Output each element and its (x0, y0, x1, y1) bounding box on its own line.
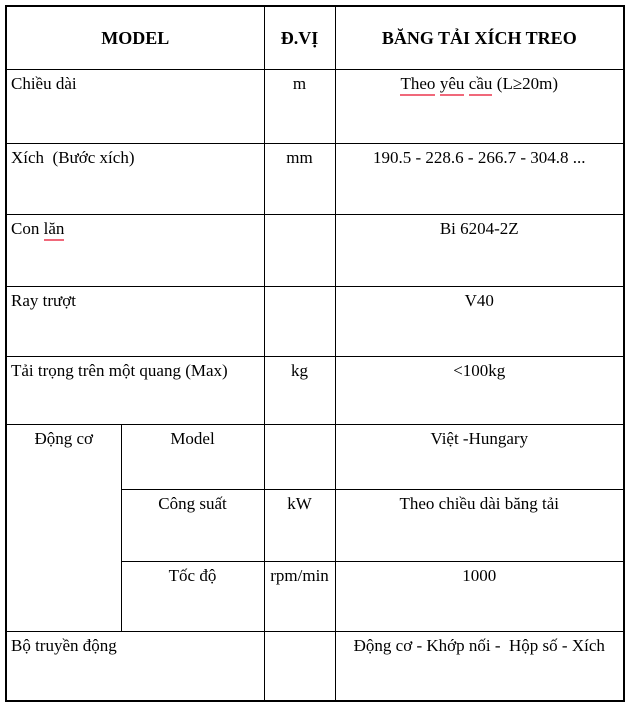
row-chieu-dai (6, 69, 624, 143)
bo-truyen-dong-label-cell: Bộ truyền động (6, 631, 264, 701)
xich-value-cell: 190.5 - 228.6 - 266.7 - 304.8 ... (335, 143, 624, 214)
row-xich (6, 143, 624, 214)
row-bo-truyen-dong (6, 631, 624, 701)
misspelled-word: yêu (440, 74, 465, 96)
cong-suat-unit-cell: kW (264, 489, 335, 561)
xich-unit-cell: mm (264, 143, 335, 214)
cong-suat-value-cell: Theo chiều dài băng tải (335, 489, 624, 561)
misspelled-word: Theo (400, 74, 435, 96)
con-lan-value-cell: Bi 6204-2Z (335, 214, 624, 286)
header-product-cell: BĂNG TẢI XÍCH TREO (335, 6, 624, 69)
ray-truot-unit-cell (264, 286, 335, 356)
tai-trong-unit-cell: kg (264, 356, 335, 424)
tai-trong-label-cell: Tải trọng trên một quang (Max) (6, 356, 264, 424)
misspelled-word: cầu (469, 74, 493, 96)
toc-do-value-cell: 1000 (335, 561, 624, 631)
spec-table (5, 5, 625, 702)
row-tai-trong (6, 356, 624, 424)
label-text: Con (11, 218, 44, 238)
header-unit-cell: Đ.VỊ (264, 6, 335, 69)
row-con-lan (6, 214, 624, 286)
toc-do-unit-cell: rpm/min (264, 561, 335, 631)
con-lan-label-cell (6, 214, 264, 286)
header-row (6, 6, 624, 69)
misspelled-word: lăn (44, 219, 65, 241)
ray-truot-value-cell: V40 (335, 286, 624, 356)
value-text: (L≥20m) (496, 73, 559, 93)
motor-model-label-cell: Model (121, 424, 264, 489)
row-motor-model (6, 424, 624, 489)
tai-trong-value-cell: <100kg (335, 356, 624, 424)
cong-suat-label-cell: Công suất (121, 489, 264, 561)
chieu-dai-unit-cell: m (264, 69, 335, 143)
header-model-cell: MODEL (6, 6, 264, 69)
motor-group-label-cell: Động cơ (6, 424, 121, 631)
toc-do-label-cell: Tốc độ (121, 561, 264, 631)
ray-truot-label-cell: Ray trượt (6, 286, 264, 356)
con-lan-unit-cell (264, 214, 335, 286)
motor-model-value-cell: Việt -Hungary (335, 424, 624, 489)
bo-truyen-dong-unit-cell (264, 631, 335, 701)
chieu-dai-value-cell (335, 69, 624, 143)
motor-model-unit-cell (264, 424, 335, 489)
row-ray-truot (6, 286, 624, 356)
chieu-dai-label-cell: Chiều dài (6, 69, 264, 143)
bo-truyen-dong-value-cell: Động cơ - Khớp nối - Hộp số - Xích (335, 631, 624, 701)
xich-label-cell: Xích (Bước xích) (6, 143, 264, 214)
